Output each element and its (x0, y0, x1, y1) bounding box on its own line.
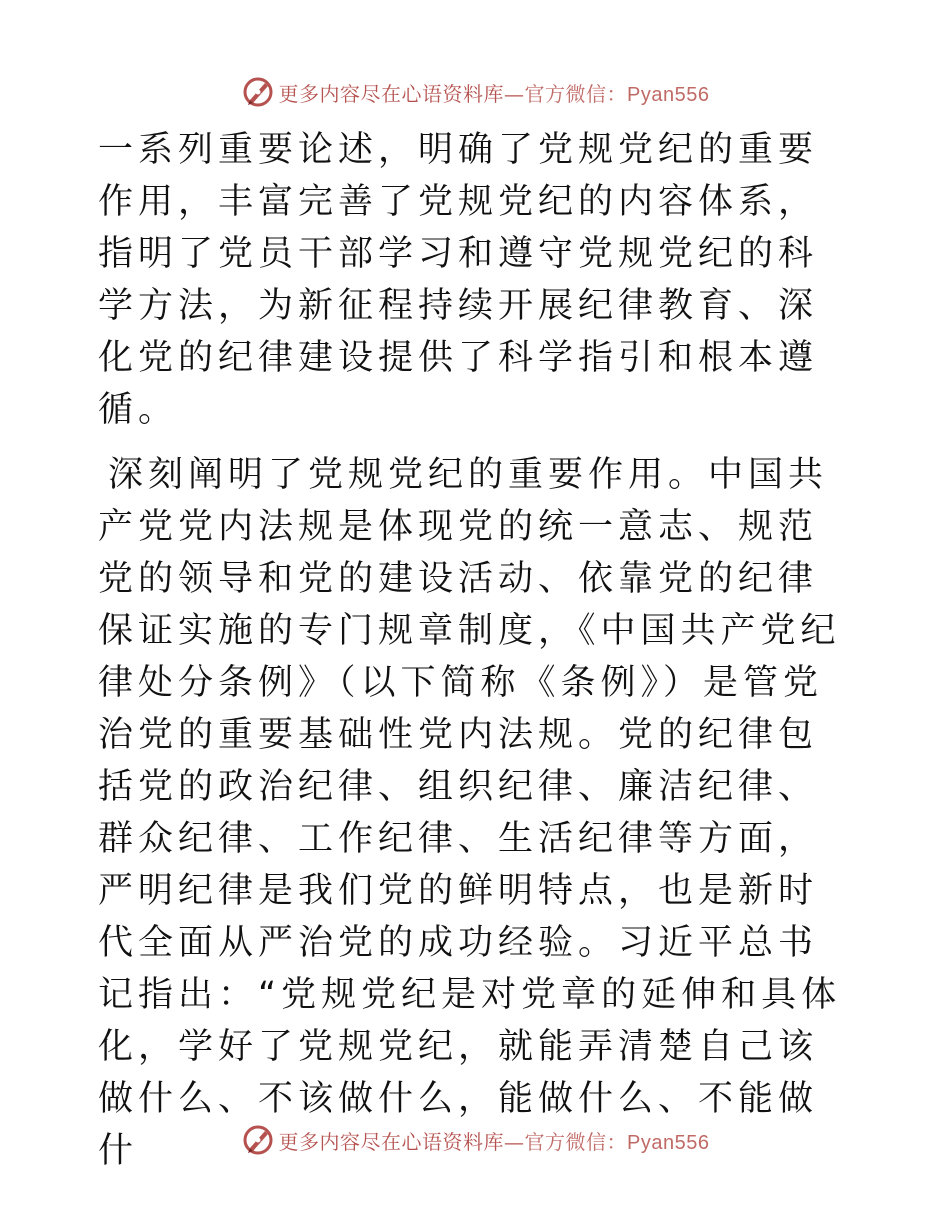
paragraph-2: 深刻阐明了党规党纪的重要作用。中国共产党党内法规是体现党的统一意志、规范党的领导和党的建设活动、依靠党的纪律保证实施的专门规章制度，《中国共产党纪律处分条例》（以下简称《条例》）是管党治党的重要基础性党内法规。党的纪律包括党的政治纪律、组织纪律、廉洁纪律、群众纪律、工作纪律、生活纪律等方面，严明纪律是我们党的鲜明特点，也是新时代全面从严治党的成功经验。习近平总书记指出：“党规党纪是对党章的延伸和具体化，学好了党规党纪，就能弄清楚自己该做什么、不该做什么，能做什么、不能做什 (98, 455, 842, 1171)
header-banner-wechat-id: Pyan556 (627, 83, 710, 106)
pen-logo-icon (241, 1123, 275, 1157)
header-banner-official: 官方微信： (524, 81, 628, 106)
footer-banner (0, 1120, 950, 1160)
document-body (98, 124, 850, 1177)
header-banner (0, 72, 950, 112)
footer-banner-official: 官方微信： (524, 1129, 628, 1154)
footer-banner-text (279, 1126, 710, 1155)
paragraph-1: 一系列重要论述，明确了党规党纪的重要作用，丰富完善了党规党纪的内容体系，指明了党员干部学习和遵守党规党纪的科学方法，为新征程持续开展纪律教育、深化党的纪律建设提供了科学指引和根本遵循。 (98, 130, 819, 430)
pen-logo-icon (241, 75, 275, 109)
footer-banner-left: 更多内容尽在心语资料库 (278, 1129, 505, 1154)
header-banner-left: 更多内容尽在心语资料库 (278, 81, 505, 106)
header-banner-dash: — (504, 81, 525, 106)
footer-banner-dash: — (504, 1129, 525, 1154)
footer-banner-wechat-id: Pyan556 (627, 1131, 710, 1154)
header-banner-text (279, 78, 710, 107)
